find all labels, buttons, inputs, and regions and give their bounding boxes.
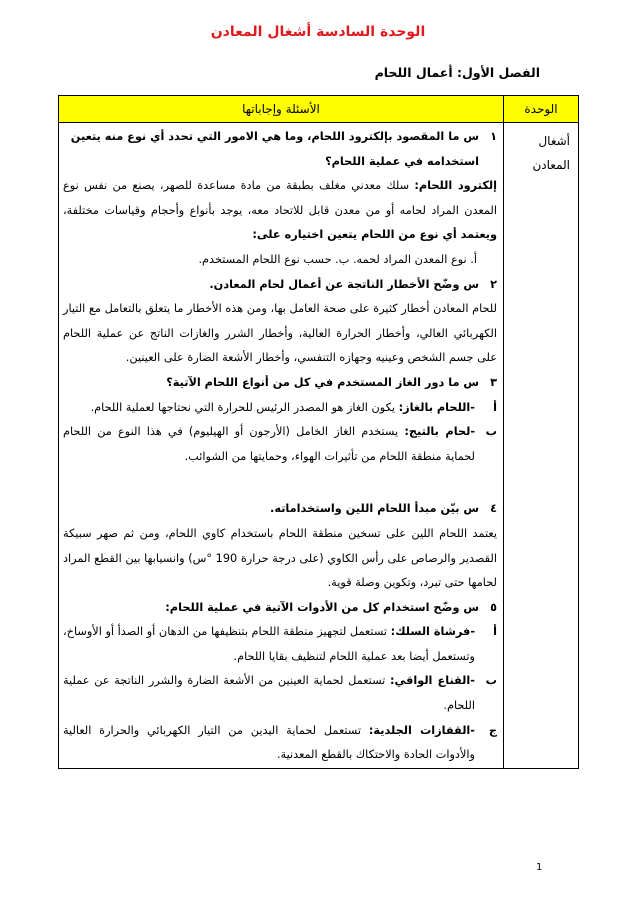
answer-3-item-a — [63, 396, 497, 421]
item-text: تستعمل لحماية العينين من الأشعة الضارة والشرر الناتجة عن عملية اللحام. — [63, 674, 475, 713]
answer-5-item-a — [63, 620, 497, 669]
unit-column-header: الوحدة — [504, 96, 579, 123]
item-letter: ب — [485, 425, 497, 439]
question-text: س بيّن مبدأ اللحام اللين واستخداماته. — [270, 502, 479, 516]
question-text: س وضّح الأخطار الناتجة عن أعمال لحام المعادن. — [209, 277, 479, 291]
question-2 — [63, 273, 497, 298]
unit-name-cell — [504, 123, 579, 769]
item-term: -لحام بالتيج: — [404, 425, 476, 439]
question-3 — [63, 371, 497, 396]
question-5 — [63, 596, 497, 621]
item-term: -القفازات الجلدية: — [368, 723, 475, 737]
question-1 — [63, 125, 497, 174]
question-text: س وضّح استخدام كل من الأدوات الآتية في عملية اللحام: — [165, 600, 479, 614]
qa-content-cell — [59, 123, 504, 769]
qa-column-header: الأسئلة وإجاباتها — [59, 96, 504, 123]
item-term: -القناع الواقي: — [390, 674, 475, 688]
item-text: تستعمل لحماية اليدين من التيار الكهربائي والحرارة العالية والأدوات الحادة والاحتكاك بالقطع المعدنية. — [63, 723, 475, 762]
item-letter: ب — [485, 674, 497, 688]
question-number: ٣ — [490, 375, 497, 389]
answer-1 — [63, 174, 497, 248]
table-header-row — [59, 96, 579, 123]
table-row — [59, 123, 579, 769]
answer-text: سلك معدني مغلف بطبقة من مادة مساعدة للصهر، يصنع من نفس نوع المعدن المراد لحامه أو من معدن قابل للاتحاد معه، يوجد بأنواع وأحجام وقياسات مختلفة، — [63, 179, 497, 217]
answer-2: للحام المعادن أخطار كثيرة على صحة العامل بها، ومن هذه الأخطار ما يتعلق بالتعامل مع التيار الكهربائي العالي، وأخطار الحرارة العالية، وأخطار الشرر والغازات الناتج عن عملية اللحام على جسم الشخص وعينيه وجهازه التنفسي، وأخطار الأشعة الضارة على العينين. — [63, 302, 497, 365]
question-number: ٢ — [490, 277, 497, 291]
item-letter: أ — [493, 625, 497, 639]
item-text: تستعمل لتجهيز منطقة اللحام بتنظيفها من الدهان أو الصدأ أو الأوساخ، وتستعمل أيضا بعد عملية اللحام لتنظيف بقايا اللحام. — [63, 625, 475, 663]
item-term: -اللحام بالغاز: — [398, 400, 475, 414]
answer-4: يعتمد اللحام اللين على تسخين منطقة اللحام باستخدام كاوي اللحام، ومن ثم صهر سبيكة القصدير والرصاص على رأس الكاوي (على درجة حرارة 190 °س) وانسيابها بين القطع المراد لحامها حتى تبرد، وتكوين وصلة قوية. — [63, 526, 497, 590]
answer-3-item-b — [63, 420, 497, 469]
question-text: س ما دور الغاز المستخدم في كل من أنواع اللحام الآتية؟ — [166, 375, 479, 389]
unit-name-line2: المعادن — [532, 158, 570, 172]
item-text: يكون الغاز هو المصدر الرئيس للحرارة التي نحتاجها لعملية اللحام. — [90, 400, 396, 414]
answer-1-options: أ. نوع المعدن المراد لحمه. ب. حسب نوع اللحام المستخدم. — [198, 252, 477, 266]
item-letter: ج — [488, 723, 497, 737]
question-number: ٥ — [490, 600, 497, 614]
qa-table — [58, 95, 579, 769]
unit-name-line1: أشغال — [538, 134, 570, 148]
question-text: س ما المقصود بإلكترود اللحام، وما هي الامور التي تحدد أي نوع منه يتعين استخدامه في عملية اللحام؟ — [70, 130, 479, 168]
question-number: ١ — [490, 130, 497, 143]
question-4 — [63, 497, 497, 522]
page-title: الوحدة السادسة أشغال المعادن — [210, 24, 426, 40]
answer-term: إلكترود اللحام: — [414, 179, 497, 193]
question-number: ٤ — [490, 502, 497, 516]
item-text: يستخدم الغاز الخامل (الأرجون أو الهيليوم) في هذا النوع من اللحام لحماية منطقة اللحام من تأثيرات الهواء، وحمايتها من الشوائب. — [63, 425, 475, 463]
answer-5-item-c — [63, 719, 497, 768]
page-number: 1 — [536, 862, 543, 873]
item-letter: أ — [493, 400, 497, 414]
chapter-heading: الفصل الأول: أعمال اللحام — [374, 65, 540, 80]
item-term: -فرشاة السلك: — [390, 625, 476, 639]
answer-5-item-b — [63, 669, 497, 718]
answer-bold-text: ويعتمد أي نوع من اللحام يتعين اختياره على: — [252, 228, 497, 242]
